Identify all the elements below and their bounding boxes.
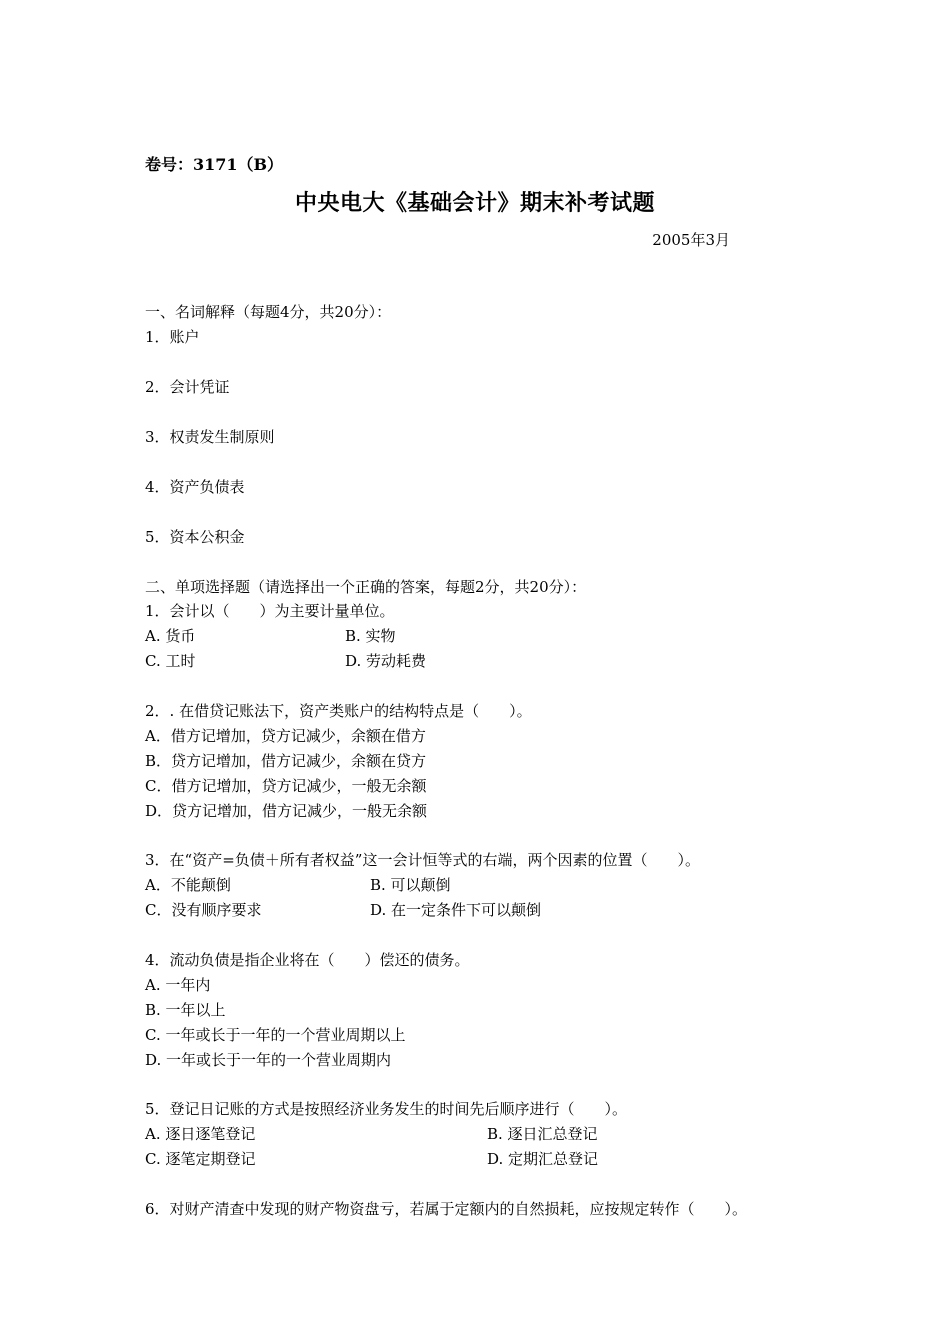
option: D. 在一定条件下可以颠倒 (370, 901, 542, 919)
question-stem: 6．对财产清查中发现的财产物资盘亏，若属于定额内的自然损耗，应按规定转作（ ）。 (145, 1200, 748, 1218)
option: D. 一年或长于一年的一个营业周期内 (145, 1051, 392, 1069)
option: C. 工时 (145, 652, 196, 670)
term-item: 1．账户 (145, 328, 200, 346)
option: A. 逐日逐笔登记 (145, 1125, 256, 1143)
question-stem: 3．在“资产=负债＋所有者权益”这一会计恒等式的右端，两个因素的位置（ ）。 (145, 851, 700, 869)
option: C. 逐笔定期登记 (145, 1150, 256, 1168)
option: A．借方记增加，贷方记减少，余额在借方 (145, 727, 426, 745)
option: B. 实物 (345, 627, 396, 645)
question-stem: 5．登记日记账的方式是按照经济业务发生的时间先后顺序进行（ ）。 (145, 1100, 628, 1118)
page-title: 中央电大《基础会计》期末补考试题 (294, 190, 655, 216)
paper-number: 卷号：3171（B） (145, 155, 284, 174)
option: D．贷方记增加，借方记减少，一般无余额 (145, 802, 428, 820)
section2-heading: 二、单项选择题（请选择出一个正确的答案，每题2分，共20分）： (145, 578, 587, 596)
term-item: 2．会计凭证 (145, 378, 230, 396)
option: D. 定期汇总登记 (487, 1150, 599, 1168)
option: C．没有顺序要求 (145, 901, 262, 919)
option: A. 货币 (145, 627, 196, 645)
section1-heading: 一、名词解释（每题4分，共20分）： (145, 303, 392, 321)
term-item: 4．资产负债表 (145, 478, 245, 496)
option: B．贷方记增加，借方记减少，余额在贷方 (145, 752, 427, 770)
question-stem: 1．会计以（ ）为主要计量单位。 (145, 602, 395, 620)
option: A．不能颠倒 (145, 876, 231, 894)
question-stem: 2．. 在借贷记账法下，资产类账户的结构特点是（ ）。 (145, 702, 532, 720)
option: B. 逐日汇总登记 (487, 1125, 598, 1143)
term-item: 5．资本公积金 (145, 528, 245, 546)
option: C．借方记增加，贷方记减少，一般无余额 (145, 777, 427, 795)
question-stem: 4．流动负债是指企业将在（ ）偿还的债务。 (145, 951, 470, 969)
option: C. 一年或长于一年的一个营业周期以上 (145, 1026, 406, 1044)
option: D. 劳动耗费 (345, 652, 427, 670)
option: B. 一年以上 (145, 1001, 226, 1019)
exam-date: 2005年3月 (652, 231, 730, 249)
option: B. 可以颠倒 (370, 876, 451, 894)
option: A. 一年内 (145, 976, 211, 994)
term-item: 3．权责发生制原则 (145, 428, 275, 446)
